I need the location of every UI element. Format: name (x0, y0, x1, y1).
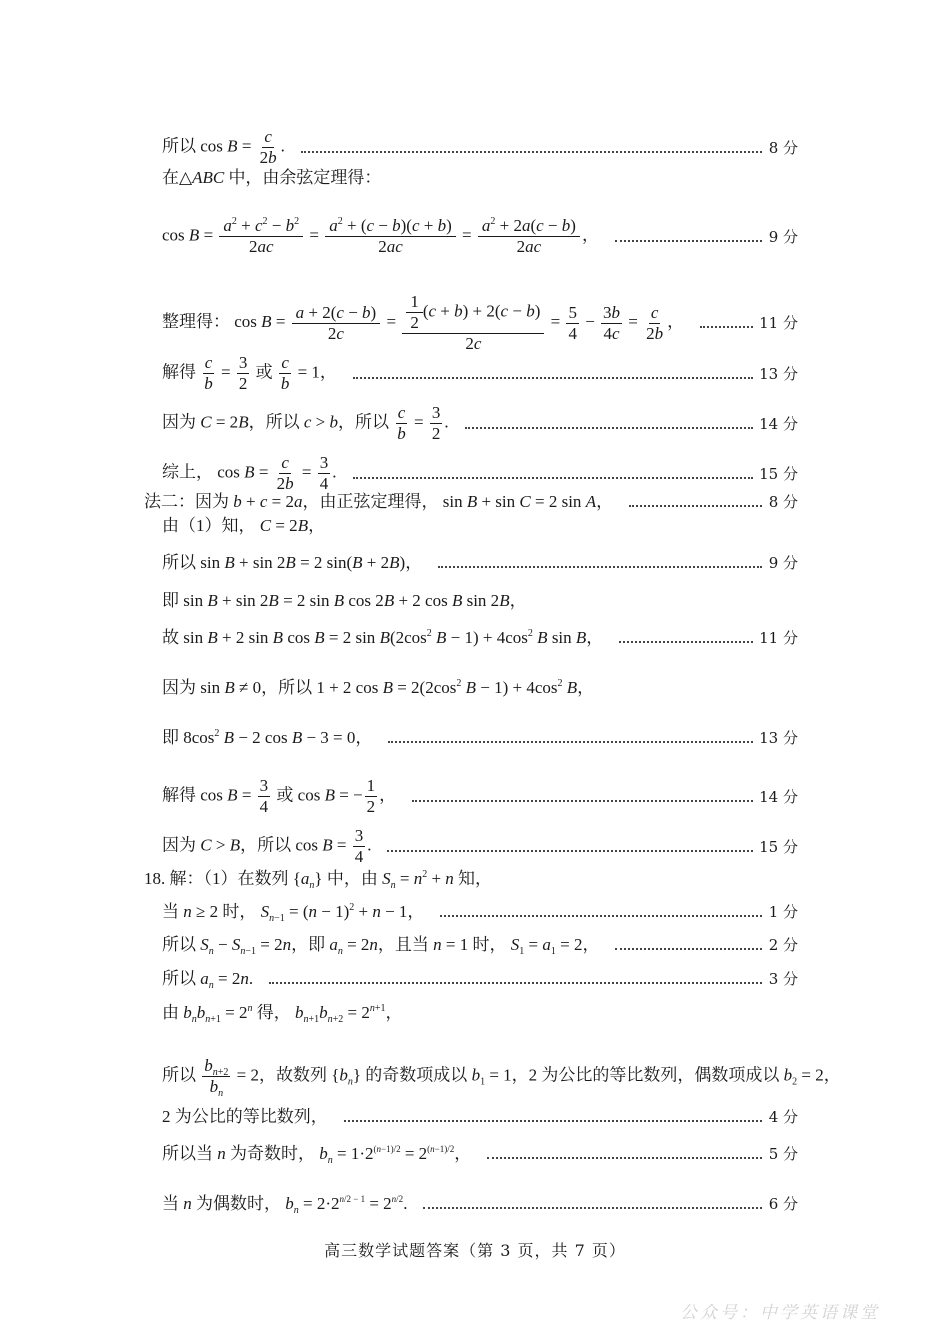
line-10 (162, 553, 798, 573)
expression: 所以 $S_n - S_{n-1} = 2n$，即 $a_n = 2n$，且当 n = 1 时， $S_1 = a_1 = 2$， (162, 935, 600, 957)
leader-dots (440, 915, 762, 917)
line-24 (162, 1144, 798, 1164)
line-14 (162, 728, 798, 748)
leader-dots (353, 477, 754, 479)
expression: 解得 $\frac{c}{b}$ = $\frac{3}{2}$ 或 $\frac{c}{b}$ = 1， (162, 353, 337, 393)
line-12 (162, 628, 798, 648)
expression: 所以 sin B + sin 2B = 2 sin(B + 2B)， (162, 553, 423, 572)
leader-dots (387, 850, 753, 852)
leader-dots (353, 377, 753, 379)
expression: 由 $b_nb_{n+1} = 2^n$ 得， $b_{n+1}b_{n+2} = 2^{n+1}$， (162, 1003, 403, 1025)
score: 9 分 (768, 227, 798, 246)
score: 14 分 (759, 787, 798, 806)
score: 6 分 (768, 1195, 798, 1213)
expression: 18. 解：（1）在数列 $\{a_n\}$ 中，由 $S_n = n^2 + n$ 知， (144, 869, 493, 891)
score: 15 分 (759, 464, 798, 483)
expression: 由（1）知， C = 2B， (162, 516, 326, 535)
line-22 (162, 1056, 841, 1099)
line-1 (162, 128, 798, 167)
leader-dots (619, 641, 753, 643)
score: 9 分 (768, 554, 798, 572)
leader-dots (344, 1120, 762, 1122)
leader-dots (301, 151, 762, 153)
leader-dots (615, 240, 762, 242)
score: 4 分 (768, 1108, 798, 1126)
score: 1 分 (768, 903, 798, 921)
line-4 (162, 293, 798, 353)
score: 13 分 (759, 729, 798, 747)
score: 15 分 (759, 837, 798, 856)
line-5 (162, 354, 798, 393)
leader-dots (438, 566, 762, 568)
watermark: 公众号：中学英语课堂 (680, 1303, 880, 1323)
score: 8 分 (768, 493, 798, 511)
line-13 (162, 678, 798, 698)
line-11 (162, 591, 798, 611)
score: 14 分 (759, 414, 798, 433)
expression: 因为 C = 2B，所以 c > b，所以 $\frac{c}{b}$ = $\frac{3}{2}$ . (162, 403, 449, 443)
expression: 解得 cos B = $\frac{3}{4}$ 或 cos B = − $\frac{1}{2}$ ， (162, 776, 397, 816)
expression: 所以 cos B = $\frac{c}{2b}$ . (162, 127, 285, 167)
leader-dots (423, 1207, 762, 1209)
score: 11 分 (759, 629, 798, 647)
score: 2 分 (768, 936, 798, 954)
leader-dots (629, 505, 762, 507)
expression: 2 为公比的等比数列， (162, 1107, 328, 1126)
line-19 (162, 935, 798, 955)
page-footer: 高三数学试题答案（第 3 页，共 7 页） (324, 1241, 626, 1260)
score: 13 分 (759, 364, 798, 383)
line-8 (144, 492, 798, 512)
score: 11 分 (759, 314, 798, 332)
leader-dots (487, 1157, 762, 1159)
line-6 (162, 404, 798, 443)
leader-dots (388, 741, 753, 743)
expression: cos B = $\frac{a^2 + c^2 - b^2}{2ac}$ = $\frac{a^2 + (c - b)(c + b)}{2ac}$ = $\frac{a^2 + 2a(c - b)}{2ac}$ ， (162, 216, 599, 256)
score: 5 分 (768, 1145, 798, 1163)
line-3 (162, 217, 798, 256)
expression: 法二：因为 b + c = 2a，由正弦定理得， sin B + sin C = 2 sin A， (144, 492, 614, 511)
line-15 (162, 777, 798, 816)
expression: 所以 $a_n = 2n$. (162, 969, 254, 991)
leader-dots (465, 427, 754, 429)
expression: 所以 $\frac{b_{n+2}}{b_n}$ = 2，故数列 $\{b_n\}$ 的奇数项成以 $b_1 = 1$，2 为公比的等比数列，偶数项成以 $b_2 = 2$， (162, 1056, 841, 1099)
expression: 即 $8\cos^2$ B − 2 cos B − 3 = 0， (162, 728, 373, 747)
expression: 综上， cos B = $\frac{c}{2b}$ = $\frac{3}{4}$ . (162, 453, 337, 493)
expression: 因为 C > B，所以 cos B = $\frac{3}{4}$ . (162, 826, 372, 866)
line-25 (162, 1194, 798, 1214)
line-7 (162, 454, 798, 493)
expression: 即 sin B + sin 2B = 2 sin B cos 2B + 2 cos B sin 2B， (162, 591, 527, 610)
line-16 (162, 827, 798, 866)
expression: 当 n ≥ 2 时， $S_{n-1} = (n - 1)^2 + n - 1$， (162, 902, 425, 924)
line-21 (162, 1003, 798, 1023)
leader-dots (412, 800, 753, 802)
line-18 (162, 902, 798, 922)
line-17 (144, 869, 798, 889)
expression: 整理得： cos B = $\frac{a + 2(c - b)}{2c}$ = $\frac{1}{2}$ (c + b) + 2(c − b) 2c = $\frac{5}{4}$ − $\frac{3b}{4c}$ = $\frac{c}{2b}$ ， (162, 292, 685, 353)
line-20 (162, 969, 798, 989)
leader-dots (700, 326, 753, 328)
score: 8 分 (768, 138, 798, 157)
line-23 (162, 1107, 798, 1127)
expression: 因为 sin B ≠ 0，所以 1 + 2 $\cos B = 2(2\cos^2$ $B - 1) + 4\cos^2$ B， (162, 678, 595, 697)
line-9 (162, 516, 798, 536)
expression: 故 sin B + 2 sin B cos B = 2 $\sin B(2\cos^2$ $B - 1) + 4\cos^2$ B sin B， (162, 628, 604, 647)
leader-dots (269, 982, 762, 984)
expression: 当 n 为偶数时， $b_n = 2\cdot 2^{n/2 - 1} = 2^{n/2}$. (162, 1194, 408, 1216)
leader-dots (615, 948, 762, 950)
expression: 在△ABC 中，由余弦定理得： (162, 168, 382, 187)
line-2 (162, 168, 798, 188)
score: 3 分 (768, 970, 798, 988)
expression: 所以当 n 为奇数时， $b_n = 1\cdot 2^{(n-1)/2} = 2^{(n-1)/2}$， (162, 1144, 472, 1166)
